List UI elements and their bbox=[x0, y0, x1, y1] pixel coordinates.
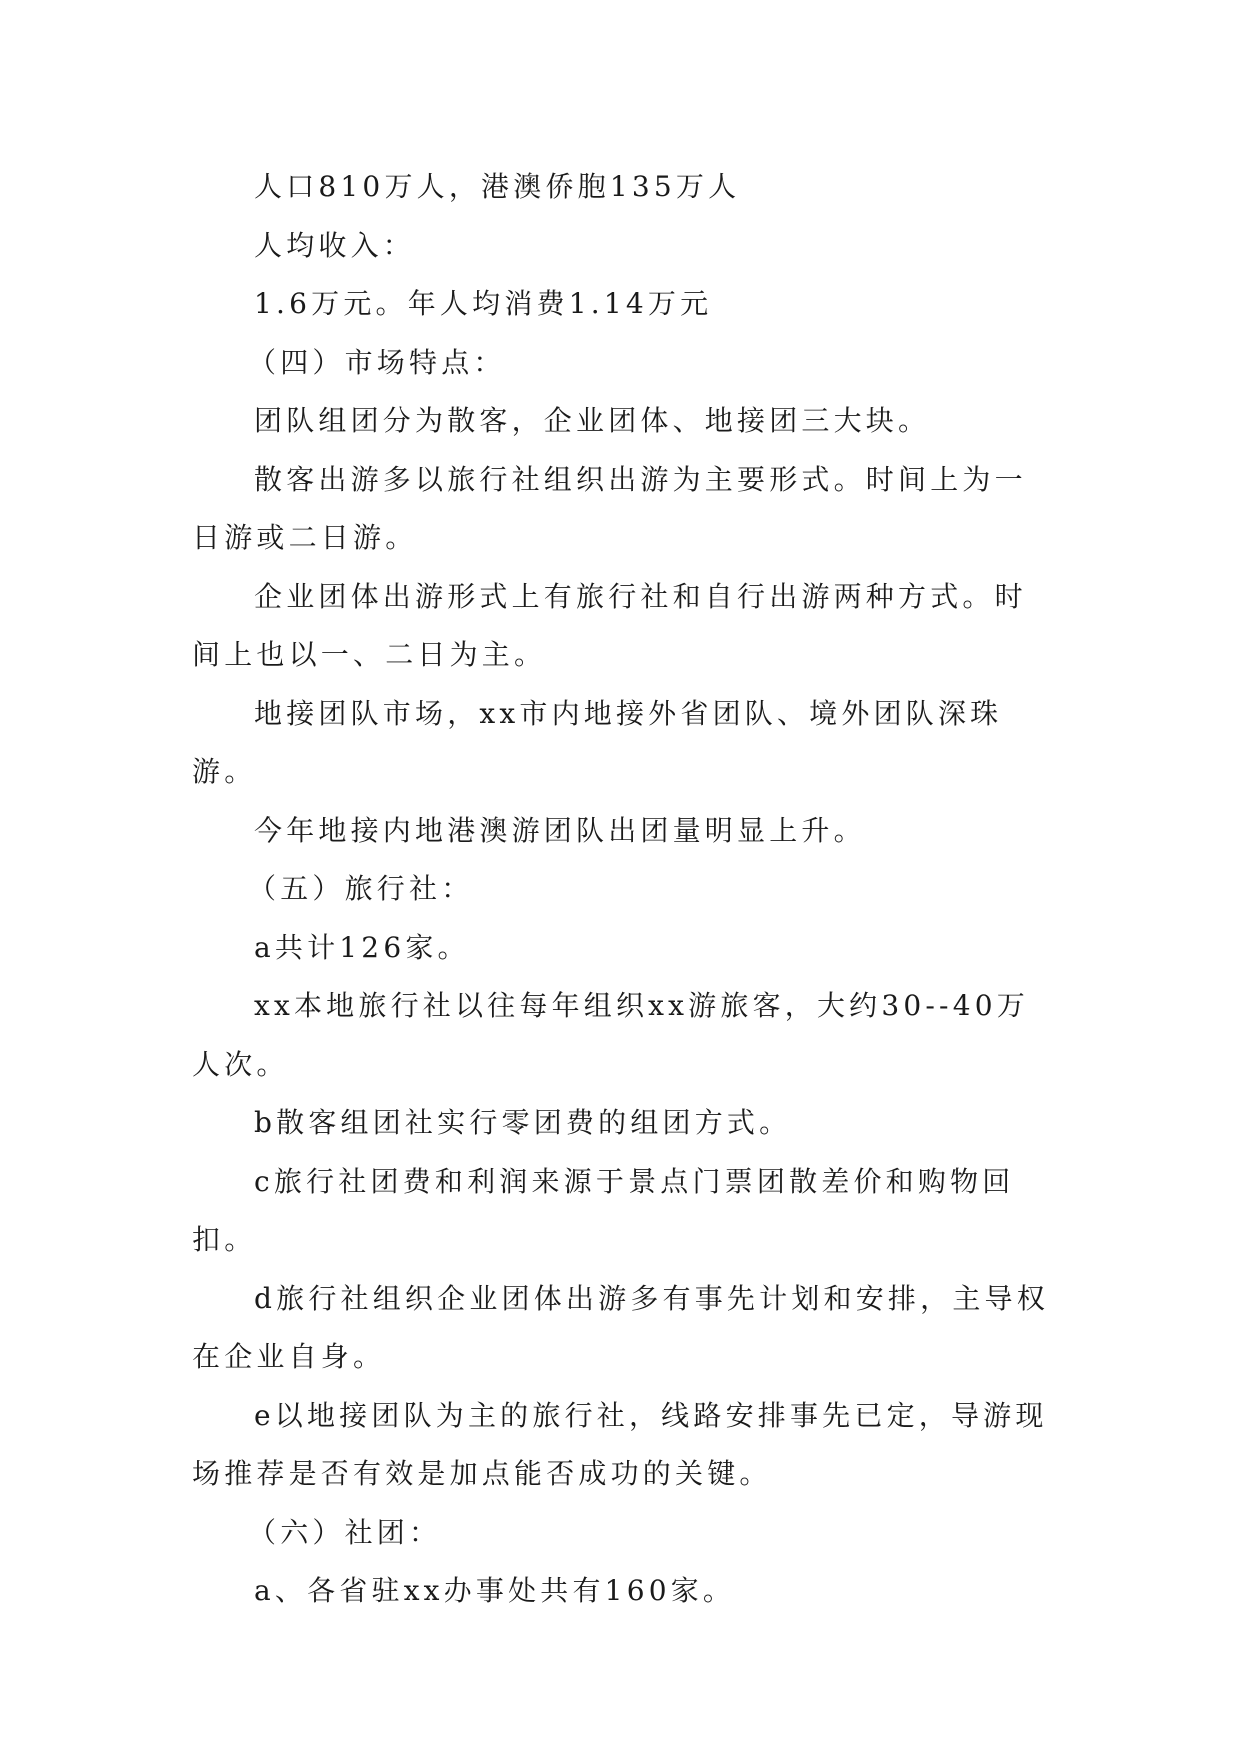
paragraph-corporate-travel: 企业团体出游形式上有旅行社和自行出游两种方式。时间上也以一、二日为主。 bbox=[192, 579, 1027, 671]
paragraph-agency-count: a共计126家。 bbox=[254, 930, 470, 964]
document-body bbox=[192, 158, 1052, 1621]
paragraph-income-label: 人均收入： bbox=[254, 228, 416, 262]
section-heading-associations: （六）社团： bbox=[248, 1515, 442, 1549]
paragraph-local-agency-volume: xx本地旅行社以往每年组织xx游旅客，大约30--40万人次。 bbox=[192, 989, 1029, 1081]
paragraph-individual-travel: 散客出游多以旅行社组织出游为主要形式。时间上为一日游或二日游。 bbox=[192, 462, 1027, 554]
paragraph-profit-source: c旅行社团费和利润来源于景点门票团散差价和购物回扣。 bbox=[192, 1164, 1015, 1256]
paragraph-zero-fee: b散客组团社实行零团费的组团方式。 bbox=[254, 1106, 792, 1139]
paragraph-guide-recommendation: e以地接团队为主的旅行社，线路安排事先已定，导游现场推荐是否有效是加点能否成功的关键。 bbox=[192, 1398, 1048, 1490]
paragraph-population: 人口810万人，港澳侨胞135万人 bbox=[254, 170, 741, 203]
paragraph-provincial-offices: a、各省驻xx办事处共有160家。 bbox=[254, 1574, 736, 1607]
paragraph-hk-macau-trend: 今年地接内地港澳游团队出团量明显上升。 bbox=[254, 813, 866, 847]
section-heading-agencies: （五）旅行社： bbox=[248, 872, 474, 905]
paragraph-corporate-planning: d旅行社组织企业团体出游多有事先计划和安排，主导权在企业自身。 bbox=[192, 1281, 1049, 1373]
paragraph-local-reception: 地接团队市场，xx市内地接外省团队、境外团队深珠游。 bbox=[192, 696, 1003, 788]
paragraph-income-value: 1.6万元。年人均消费1.14万元 bbox=[254, 287, 713, 320]
paragraph-group-types: 团队组团分为散客，企业团体、地接团三大块。 bbox=[254, 404, 931, 437]
section-heading-market: （四）市场特点： bbox=[248, 345, 506, 379]
